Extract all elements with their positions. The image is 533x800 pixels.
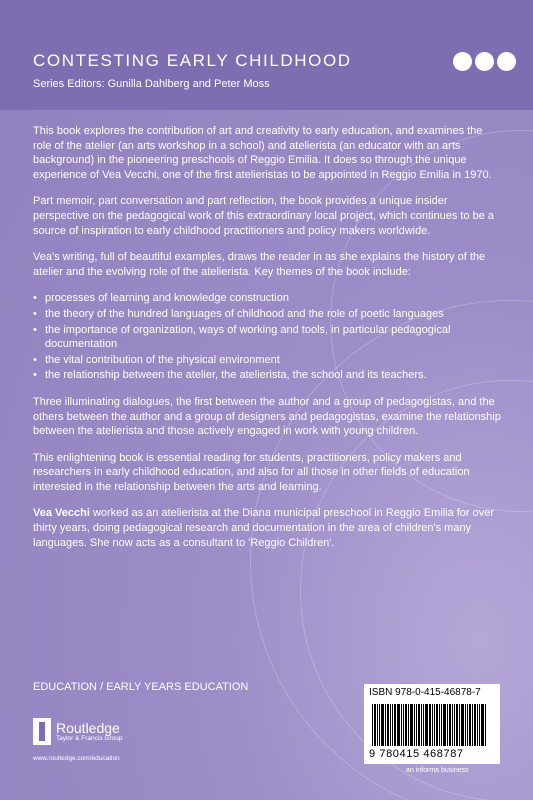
barcode-bar	[414, 704, 415, 746]
barcode-bar	[374, 704, 376, 746]
barcode-bar	[449, 704, 451, 746]
publisher-name: Routledge	[56, 720, 120, 736]
barcode-bar	[381, 704, 384, 746]
barcode-bar	[485, 704, 486, 746]
barcode-bar	[405, 704, 407, 746]
barcode-bar	[397, 704, 400, 746]
barcode-bar	[447, 704, 448, 746]
barcode-bar	[403, 704, 404, 746]
routledge-logo-icon	[33, 718, 51, 745]
paragraph: Part memoir, part conversation and part reflection, the book provides a unique insider perspective on the pedagogical work of this extraordinary local project, which continues to be a source of inspiration to early childhood practitioners and policy makers worldwide.	[33, 195, 495, 237]
series-title: CONTESTING EARLY CHILDHOOD	[33, 51, 352, 70]
barcode-bar	[469, 704, 471, 746]
barcode-bar	[439, 704, 440, 746]
barcode-bar	[479, 704, 480, 746]
barcode-bar	[461, 704, 464, 746]
list-item: • processes of learning and knowledge construction	[33, 291, 503, 306]
barcode-bar	[401, 704, 402, 746]
barcode-bar	[434, 704, 435, 746]
barcode-bar	[472, 704, 473, 746]
author-name: Vea Vecchi	[33, 507, 90, 520]
barcode-icon	[372, 704, 492, 746]
barcode-bar	[432, 704, 433, 746]
barcode-bar	[416, 704, 417, 746]
barcode-bar	[385, 704, 386, 746]
paragraph: This book explores the contribution of art and creativity to early education, and examines the role of the atelier (an arts workshop in a school) and atelierista (an educator with an arts background) in the pioneering preschools of Reggio Emilia. It does so through the unique experience of Vea Vecchi, one of the first atelieristas to be appointed in Reggio Emilia in 1970.	[33, 125, 492, 181]
barcode-box	[364, 684, 500, 764]
barcode-bar	[372, 704, 373, 746]
barcode-bar	[423, 704, 424, 746]
barcode-bar	[441, 704, 442, 746]
barcode-bar	[429, 704, 431, 746]
barcode-bar	[394, 704, 396, 746]
subject-category: EDUCATION / EARLY YEARS EDUCATION	[33, 681, 249, 693]
barcode-bar	[459, 704, 460, 746]
themes-list	[33, 291, 503, 383]
isbn-digits: 9 780415 468787	[369, 748, 464, 760]
barcode-bar	[467, 704, 468, 746]
barcode-bar	[390, 704, 391, 746]
barcode-bar	[392, 704, 393, 746]
barcode-bar	[474, 704, 476, 746]
barcode-bar	[418, 704, 420, 746]
barcode-bar	[465, 704, 466, 746]
barcode-bar	[425, 704, 428, 746]
barcode-bar	[443, 704, 446, 746]
barcode-bar	[481, 704, 484, 746]
list-item: • the vital contribution of the physical environment	[33, 353, 503, 368]
barcode-bar	[477, 704, 478, 746]
author-bio-text: worked as an atelierista at the Diana municipal preschool in Reggio Emilia for over thirty years, doing pedagogical research and documentation in the area of children's many languages. She now acts as a consultant to 'Reggio Children'.	[33, 507, 495, 549]
blurb	[33, 124, 503, 562]
list-item: • the relationship between the atelier, the atelierista, the school and its teachers.	[33, 368, 503, 383]
publisher-website: www.routledge.com/education	[33, 755, 120, 762]
barcode-bar	[436, 704, 438, 746]
informa-tagline: an informa business	[406, 767, 469, 774]
list-item: • the theory of the hundred languages of childhood and the role of poetic languages	[33, 307, 503, 322]
paragraph: Vea's writing, full of beautiful examples, draws the reader in as she explains the history of the atelier and the evolving role of the atelierista. Key themes of the book include:	[33, 251, 486, 278]
author-bio	[33, 506, 503, 550]
series-dots-icon	[453, 52, 516, 71]
barcode-bar	[387, 704, 389, 746]
list-item: • the importance of organization, ways of working and tools, in particular pedagogical documentation	[33, 323, 503, 352]
barcode-bar	[408, 704, 409, 746]
publisher-logo	[33, 718, 122, 745]
paragraph: This enlightening book is essential reading for students, practitioners, policy makers and researchers in early childhood education, and also for all those in other fields of education interested in the relationship between the arts and learning.	[33, 451, 470, 493]
barcode-bar	[421, 704, 422, 746]
isbn-label: ISBN 978-0-415-46878-7	[369, 687, 481, 698]
barcode-bar	[410, 704, 413, 746]
publisher-group: Taylor & Francis Group	[56, 735, 123, 742]
barcode-bar	[452, 704, 453, 746]
barcode-bar	[379, 704, 380, 746]
barcode-bar	[454, 704, 455, 746]
barcode-bar	[377, 704, 378, 746]
series-editors: Series Editors: Gunilla Dahlberg and Peter Moss	[33, 78, 270, 90]
barcode-bar	[456, 704, 458, 746]
paragraph: Three illuminating dialogues, the first between the author and a group of pedagogistas, and the others between the author and a group of designers and pedagogistas, examine the relationship between the atelierista and those actively engaged in work with young children.	[33, 395, 501, 438]
